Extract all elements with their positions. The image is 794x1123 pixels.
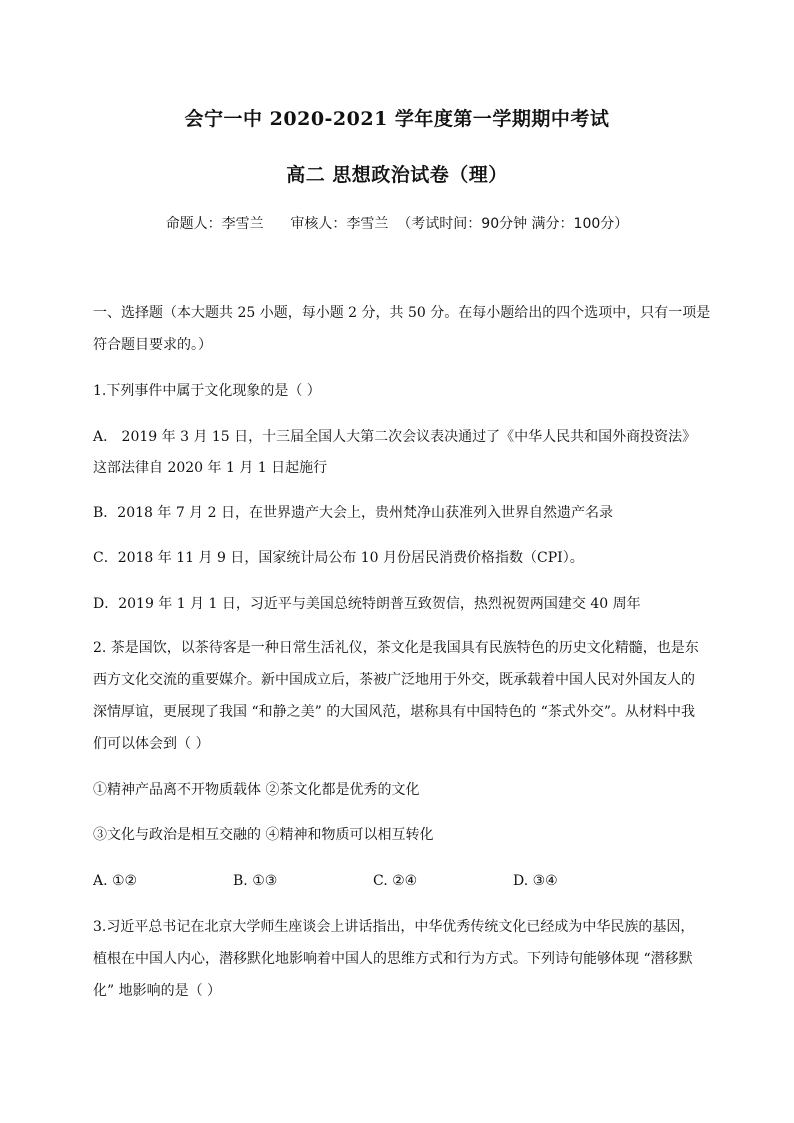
q3-stem-line2: 植根在中国人内心，潜移默化地影响着中国人的思维方式和行为方式。下列诗句能够体现 “潜移默	[93, 951, 693, 967]
q1-option-b: B．2018 年 7 月 2 日，在世界遗产大会上，贵州梵净山获准列入世界自然遗产名录	[93, 505, 613, 521]
q2-option-d: D. ③④	[513, 873, 558, 889]
q2-items-line2: ③文化与政治是相互交融的 ④精神和物质可以相互转化	[93, 827, 434, 843]
q2-option-b: B. ①③	[233, 873, 278, 889]
q2-stem-line4: 们可以体会到（ ）	[93, 736, 210, 752]
q2-items-line1: ①精神产品离不开物质载体 ②茶文化都是优秀的文化	[93, 782, 420, 798]
exam-title: 会宁一中 2020-2021 学年度第一学期期中考试	[184, 108, 610, 130]
q1-option-d: D．2019 年 1 月 1 日，习近平与美国总统特朗普互致贺信，热烈祝贺两国建交 40 周年	[93, 596, 641, 612]
q2-option-c: C. ②④	[373, 873, 418, 889]
section-instruction-line1: 一、选择题（本大题共 25 小题，每小题 2 分，共 50 分。在每小题给出的四个选项中，只有一项是	[93, 305, 711, 321]
q2-stem-line1: 2. 茶是国饮，以茶待客是一种日常生活礼仪，茶文化是我国具有民族特色的历史文化精髓，也是东	[93, 640, 699, 656]
exam-info: （考试时间：90分钟 满分：100分）	[397, 216, 629, 232]
exam-meta	[0, 213, 794, 233]
q2-option-a: A. ①②	[93, 873, 138, 889]
q3-stem-line1: 3.习近平总书记在北京大学师生座谈会上讲话指出，中华优秀传统文化已经成为中华民族的基因，	[93, 919, 695, 935]
q1-option-a-line2: 这部法律自 2020 年 1 月 1 日起施行	[93, 460, 328, 476]
q3-stem-line3: 化” 地影响的是（ ）	[93, 983, 222, 999]
q1-option-a-line1: A． 2019 年 3 月 15 日，十三届全国人大第二次会议表决通过了《中华人民共和国外商投资法》	[93, 429, 697, 445]
setter-label: 命题人：李雪兰	[165, 216, 264, 232]
q1-option-c: C．2018 年 11 月 9 日，国家统计局公布 10 月份居民消费价格指数（CPI）。	[93, 550, 584, 566]
section-instruction-line2: 符合题目要求的。）	[93, 337, 212, 353]
q1-stem: 1.下列事件中属于文化现象的是（ ）	[93, 383, 321, 399]
reviewer-label: 审核人：李雪兰	[290, 216, 389, 232]
exam-subtitle: 高二 思想政治试卷（理）	[286, 164, 508, 186]
q2-stem-line2: 西方文化交流的重要媒介。新中国成立后，茶被广泛地用于外交，既承载着中国人民对外国友人的	[93, 672, 695, 688]
q2-stem-line3: 深情厚谊，更展现了我国 “和静之美” 的大国风范，堪称具有中国特色的 “茶式外交”。从材料中我	[93, 704, 695, 720]
